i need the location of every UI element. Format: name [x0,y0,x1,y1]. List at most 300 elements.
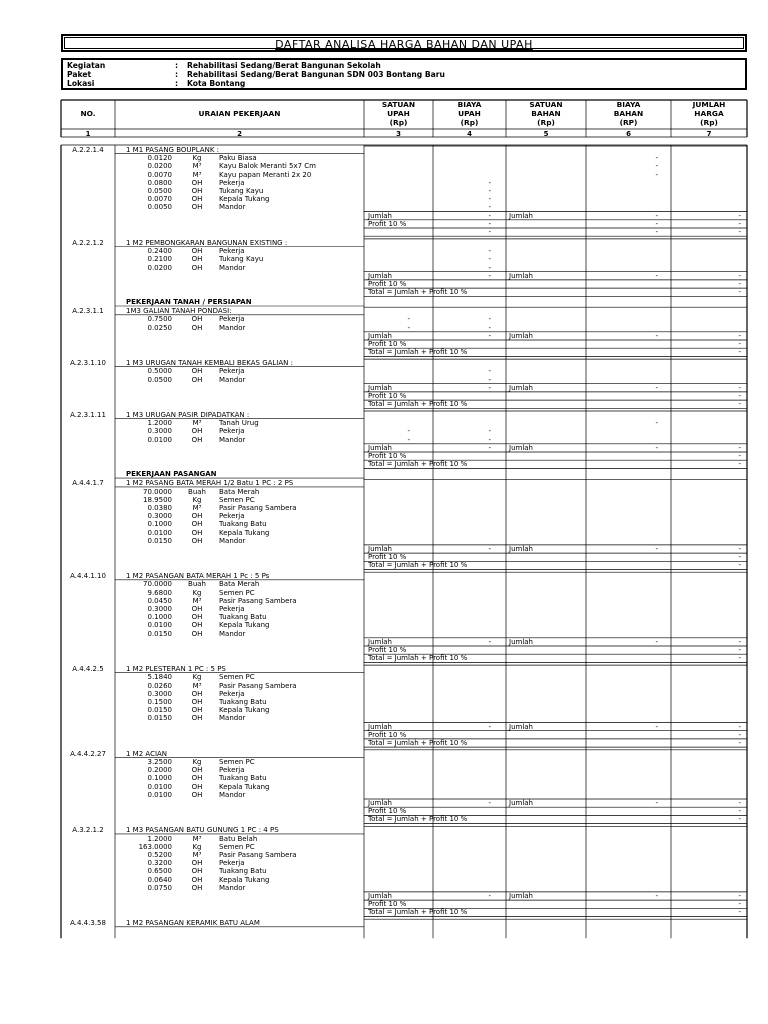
jumlah-bahan-label: Jumlah [509,271,533,280]
biaya-upah-dash: - [488,203,491,212]
coefficient: 0.2100 [147,255,172,264]
jumlah-bahan-label: Jumlah [509,383,533,392]
unit: Kg [192,758,202,766]
profit-value: - [738,279,741,288]
total-label: Total = Jumlah + Profit 10 % [368,738,468,747]
material-name: Kepala Tukang [219,706,270,715]
material-name: Semen PC [219,673,255,682]
item-title: 1 M2 PASANG BATA MERAH 1/2 Batu 1 PC : 2 PS [126,479,294,488]
coefficient: 0.0200 [147,263,172,272]
unit: Buah [188,580,206,589]
coefficient: 0.0100 [147,782,172,791]
unit: OH [191,375,203,384]
unit: OH [191,255,203,264]
coefficient: 0.0500 [147,187,172,195]
profit-value: - [738,219,741,228]
material-name: Mandor [219,323,246,332]
jumlah-label: Jumlah [368,443,392,452]
total-label: Total = Jumlah + Profit 10 % [368,561,468,570]
header-uraian: URAIAN PEKERJAAN [198,109,281,118]
coefficient: 0.5200 [147,850,172,859]
profit-value: - [738,553,741,562]
column-number: 1 [85,129,91,138]
coefficient: 0.0150 [147,536,172,545]
coefficient: 0.0150 [147,714,172,723]
material-name: Mandor [219,714,246,723]
material-name: Mandor [219,203,246,212]
biaya-upah-dash: - [488,375,491,384]
jumlah-label: Jumlah [368,722,392,731]
total-label: Total = Jumlah + Profit 10 % [368,400,468,409]
jumlah-biaya-bahan: - [655,637,658,646]
material-name: Semen PC [219,495,255,504]
unit: Kg [192,495,202,504]
jumlah-biaya-bahan: - [655,891,658,900]
coefficient: 0.0070 [147,170,172,179]
item-code: A.4.4.2.5 [72,665,104,674]
unit: OH [191,621,203,630]
material-name: Pasir Pasang Sambera [219,596,297,605]
biaya-upah-dash: - [488,178,491,187]
material-name: Tanah Urug [219,419,259,428]
jumlah-harga-value: - [738,799,741,807]
material-name: Semen PC [219,588,255,597]
jumlah-biaya-bahan: - [655,271,658,280]
unit: OH [191,689,203,698]
material-name: Pekerja [219,367,245,376]
item-code: A.2.3.1.1 [72,307,104,316]
unit: OH [191,528,203,537]
jumlah-bahan-label: Jumlah [509,637,533,646]
unit: M³ [192,596,202,605]
coefficient: 9.6800 [147,588,172,597]
item-code: A.4.4.2.27 [70,749,106,758]
coefficient: 0.0150 [147,629,172,638]
jumlah-label: Jumlah [368,799,392,807]
unit: M³ [192,170,202,179]
coefficient: 0.0100 [147,528,172,537]
material-name: Tukang Kayu [219,255,264,264]
coefficient: 0.2000 [147,766,172,775]
coefficient: 70.0000 [143,487,172,496]
material-name: Mandor [219,263,246,272]
unit: OH [191,427,203,436]
jumlah-harga-value: - [738,383,741,392]
section-heading: PEKERJAAN PASANGAN [126,470,217,479]
coefficient: 0.0070 [147,195,172,204]
total-label: Total = Jumlah + Profit 10 % [368,288,468,297]
unit: OH [191,714,203,723]
coefficient: 0.3000 [147,427,172,436]
jumlah-biaya-upah: - [488,271,491,280]
coefficient: 0.7500 [147,315,172,324]
biaya-upah-dash: - [488,263,491,272]
material-name: Tuakang Batu [219,867,267,876]
profit-value: - [738,730,741,739]
satuan-upah-dash: - [407,323,410,332]
coefficient: 3.2500 [147,758,172,766]
coefficient: 0.0050 [147,203,172,212]
coefficient: 0.1000 [147,613,172,622]
material-name: Semen PC [219,842,255,851]
total-label: Total = Jumlah + Profit 10 % [368,460,468,469]
total-label: Total = Jumlah + Profit 10 % [368,348,468,357]
coefficient: 1.2000 [147,419,172,428]
info-label: Lokasi [67,79,95,88]
profit-value: - [738,807,741,816]
item-code: A.4.4.1.7 [72,479,104,488]
profit-label: Profit 10 % [368,553,407,562]
material-name: Pekerja [219,178,245,187]
jumlah-harga-value: - [738,211,741,220]
section-heading: PEKERJAAN TANAH / PERSIAPAN [126,298,252,306]
material-name: Kepala Tukang [219,875,270,884]
unit: OH [191,536,203,545]
item-title: 1 M2 PEMBONGKARAN BANGUNAN EXISTING : [126,238,288,247]
column-number: 3 [396,129,401,138]
profit-biaya-bahan: - [655,219,658,228]
unit: M³ [192,503,202,512]
material-name: Kepala Tukang [219,621,270,630]
coefficient: 0.0120 [147,154,172,163]
unit: OH [191,315,203,324]
profit-label: Profit 10 % [368,391,407,400]
unit: OH [191,766,203,775]
unit: OH [191,195,203,204]
material-name: Pekerja [219,427,245,436]
coefficient: 0.0100 [147,621,172,630]
unit: M³ [192,834,202,843]
jumlah-biaya-bahan: - [655,799,658,807]
coefficient: 1.2000 [147,834,172,843]
item-title: 1 M2 PLESTERAN 1 PC : 5 PS [126,665,226,674]
profit-label: Profit 10 % [368,900,407,909]
material-name: Mandor [219,629,246,638]
info-row-lokasi: Lokasi : Kota Bontang [67,79,246,88]
biaya-upah-dash: - [488,435,491,444]
jumlah-bahan-label: Jumlah [509,799,533,807]
profit-label: Profit 10 % [368,219,407,228]
unit: OH [191,187,203,195]
coefficient: 0.1000 [147,520,172,529]
profit-biaya-upah: - [488,219,491,228]
coefficient: 0.3000 [147,605,172,613]
jumlah-label: Jumlah [368,331,392,340]
biaya-bahan-dash: - [655,170,658,179]
material-name: Kayu papan Meranti 2x 20 [219,170,312,179]
jumlah-harga-value: - [738,544,741,553]
item-title: 1 M2 PASANGAN BATA MERAH 1 Pc : 5 Ps [126,572,270,581]
material-name: Pekerja [219,247,245,256]
item-title: 1 M3 URUGAN TANAH KEMBALI BEKAS GALIAN : [126,359,293,368]
header-biaya-bahan: BIAYA BAHAN (RP) [613,100,644,127]
unit: OH [191,774,203,783]
biaya-upah-dash: - [488,187,491,195]
header-satuan-upah: SATUAN UPAH (Rp) [381,100,416,127]
material-name: Bata Merah [219,580,260,589]
unit: OH [191,367,203,376]
jumlah-biaya-bahan: - [655,722,658,731]
jumlah-biaya-upah: - [488,637,491,646]
unit: OH [191,706,203,715]
jumlah-harga-value: - [738,891,741,900]
satuan-upah-dash: - [407,427,410,436]
info-value: Rehabilitasi Sedang/Berat Bangunan Sekolah [187,61,381,70]
unit: OH [191,875,203,884]
coefficient: 0.0750 [147,883,172,892]
material-name: Mandor [219,435,246,444]
biaya-upah-dash: - [488,367,491,376]
jumlah-biaya-bahan: - [655,331,658,340]
satuan-upah-dash: - [407,315,410,324]
unit: OH [191,859,203,868]
jumlah-biaya-upah: - [488,544,491,553]
jumlah-biaya-upah: - [488,722,491,731]
header-no: NO. [80,109,96,118]
material-name: Pekerja [219,315,245,324]
profit-label: Profit 10 % [368,807,407,816]
info-value: Rehabilitasi Sedang/Berat Bangunan SDN 003 Bontang Baru [187,70,445,79]
unit: OH [191,323,203,332]
profit-label: Profit 10 % [368,646,407,654]
material-name: Mandor [219,375,246,384]
jumlah-biaya-bahan: - [655,544,658,553]
unit: OH [191,867,203,876]
total-value: - [738,228,741,236]
coefficient: 0.0500 [147,375,172,384]
biaya-upah-dash: - [488,255,491,264]
coefficient: 0.0260 [147,681,172,690]
unit: M³ [192,681,202,690]
biaya-upah-dash: - [488,247,491,256]
coefficient: 0.0640 [147,875,172,884]
unit: OH [191,790,203,799]
coefficient: 0.0800 [147,178,172,187]
total-label: Total = Jumlah + Profit 10 % [368,908,468,917]
item-title: 1 M2 ACIAN [126,749,168,758]
material-name: Mandor [219,536,246,545]
jumlah-bahan-label: Jumlah [509,544,533,553]
header-jumlah-harga: JUMLAH HARGA (Rp) [692,100,726,127]
material-name: Semen PC [219,758,255,766]
unit: M³ [192,850,202,859]
jumlah-harga-value: - [738,443,741,452]
jumlah-biaya-upah: - [488,443,491,452]
column-number: 5 [543,129,549,138]
coefficient: 0.1500 [147,697,172,706]
jumlah-biaya-bahan: - [655,211,658,220]
header-satuan-bahan: SATUAN BAHAN (Rp) [529,100,563,127]
item-title: 1 M3 PASANGAN BATU GUNUNG 1 PC : 4 PS [126,826,279,835]
biaya-upah-dash: - [488,315,491,324]
coefficient: 0.0250 [147,323,172,332]
jumlah-label: Jumlah [368,544,392,553]
material-name: Kepala Tukang [219,528,270,537]
total-value: - [738,348,741,357]
jumlah-label: Jumlah [368,383,392,392]
jumlah-harga-value: - [738,271,741,280]
jumlah-biaya-upah: - [488,891,491,900]
profit-label: Profit 10 % [368,279,407,288]
unit: Kg [192,842,202,851]
material-name: Pasir Pasang Sambera [219,850,297,859]
unit: Buah [188,487,206,496]
coefficient: 0.3000 [147,689,172,698]
total-value: - [738,654,741,663]
material-name: Tukang Kayu [219,187,264,195]
material-name: Bata Merah [219,487,260,496]
profit-value: - [738,391,741,400]
jumlah-biaya-upah: - [488,211,491,220]
material-name: Pekerja [219,512,245,521]
profit-value: - [738,340,741,348]
info-label: Kegiatan [67,61,106,70]
header-biaya-upah: BIAYA UPAH (Rp) [457,100,482,127]
jumlah-biaya-bahan: - [655,443,658,452]
unit: OH [191,512,203,521]
total-value: - [738,738,741,747]
jumlah-harga-value: - [738,637,741,646]
material-name: Tuakang Batu [219,774,267,783]
item-code: A.2.3.1.11 [70,411,106,419]
item-title: 1M3 GALIAN TANAH PONDASI: [126,307,232,316]
unit: M³ [192,162,202,171]
info-value: Kota Bontang [187,79,246,88]
jumlah-biaya-bahan: - [655,383,658,392]
item-code: A.4.4.3.58 [70,919,106,928]
material-name: Pekerja [219,689,245,698]
jumlah-bahan-label: Jumlah [509,211,533,220]
unit: OH [191,613,203,622]
info-row-kegiatan: Kegiatan : Rehabilitasi Sedang/Berat Bangunan Sekolah [67,61,381,70]
material-name: Tuakang Batu [219,697,267,706]
unit: Kg [192,588,202,597]
jumlah-harga-value: - [738,722,741,731]
coefficient: 0.1000 [147,774,172,783]
material-name: Pekerja [219,766,245,775]
profit-label: Profit 10 % [368,340,407,348]
material-name: Pasir Pasang Sambera [219,503,297,512]
total-label: Total = Jumlah + Profit 10 % [368,654,468,663]
unit: Kg [192,673,202,682]
info-row-paket: Paket : Rehabilitasi Sedang/Berat Bangunan SDN 003 Bontang Baru [67,70,445,79]
total-label: Total = Jumlah + Profit 10 % [368,815,468,824]
material-name: Mandor [219,790,246,799]
coefficient: 0.0200 [147,162,172,171]
unit: OH [191,435,203,444]
jumlah-bahan-label: Jumlah [509,443,533,452]
jumlah-biaya-upah: - [488,331,491,340]
total-value: - [738,561,741,570]
material-name: Tuakang Batu [219,520,267,529]
item-title: 1 M3 URUGAN PASIR DIPADATKAN : [126,411,250,419]
material-name: Pekerja [219,859,245,868]
coefficient: 163.0000 [138,842,172,851]
total-value: - [738,460,741,469]
material-name: Kepala Tukang [219,782,270,791]
jumlah-biaya-upah: - [488,383,491,392]
column-number: 6 [626,129,631,138]
unit: OH [191,263,203,272]
jumlah-bahan-label: Jumlah [509,891,533,900]
jumlah-label: Jumlah [368,271,392,280]
unit: OH [191,883,203,892]
coefficient: 0.6500 [147,867,172,876]
unit: OH [191,247,203,256]
item-code: A.2.2.1.4 [72,146,104,154]
jumlah-label: Jumlah [368,211,392,220]
material-name: Pekerja [219,605,245,613]
material-name: Mandor [219,883,246,892]
item-title: 1 M2 PASANGAN KERAMIK BATU ALAM [126,919,260,928]
column-number: 4 [467,129,472,138]
material-name: Kepala Tukang [219,195,270,204]
total-biaya-bahan: - [655,228,658,236]
jumlah-harga-value: - [738,331,741,340]
unit: M³ [192,419,202,428]
unit: OH [191,605,203,613]
jumlah-label: Jumlah [368,891,392,900]
total-value: - [738,815,741,824]
coefficient: 0.3000 [147,512,172,521]
item-code: A.3.2.1.2 [72,826,104,835]
total-value: - [738,288,741,297]
coefficient: 70.0000 [143,580,172,589]
item-code: A.2.2.1.2 [72,238,104,247]
info-label: Paket [67,70,92,79]
coefficient: 0.0150 [147,706,172,715]
profit-value: - [738,646,741,654]
jumlah-bahan-label: Jumlah [509,722,533,731]
coefficient: 0.0380 [147,503,172,512]
satuan-upah-dash: - [407,435,410,444]
item-title: 1 M1 PASANG BOUPLANK : [126,146,219,154]
profit-label: Profit 10 % [368,452,407,460]
item-code: A.2.3.1.10 [70,359,106,368]
biaya-upah-dash: - [488,427,491,436]
profit-label: Profit 10 % [368,730,407,739]
unit: OH [191,520,203,529]
biaya-bahan-dash: - [655,419,658,428]
coefficient: 0.2400 [147,247,172,256]
biaya-bahan-dash: - [655,162,658,171]
page-title: DAFTAR ANALISA HARGA BAHAN DAN UPAH [275,38,533,51]
column-number: 7 [706,129,712,138]
biaya-bahan-dash: - [655,154,658,163]
material-name: Paku Biasa [219,154,257,163]
material-name: Tuakang Batu [219,613,267,622]
profit-value: - [738,452,741,460]
item-code: A.4.4.1.10 [70,572,106,581]
coefficient: 0.3200 [147,859,172,868]
unit: Kg [192,154,202,163]
jumlah-bahan-label: Jumlah [509,331,533,340]
jumlah-label: Jumlah [368,637,392,646]
total-value: - [738,400,741,409]
total-biaya-upah: - [488,228,491,236]
biaya-upah-dash: - [488,323,491,332]
coefficient: 0.5000 [147,367,172,376]
coefficient: 5.1840 [147,673,172,682]
unit: OH [191,697,203,706]
coefficient: 18.9500 [143,495,172,504]
column-number: 2 [237,129,242,138]
material-name: Batu Belah [219,834,258,843]
unit: OH [191,178,203,187]
unit: OH [191,203,203,212]
unit: OH [191,629,203,638]
jumlah-biaya-upah: - [488,799,491,807]
